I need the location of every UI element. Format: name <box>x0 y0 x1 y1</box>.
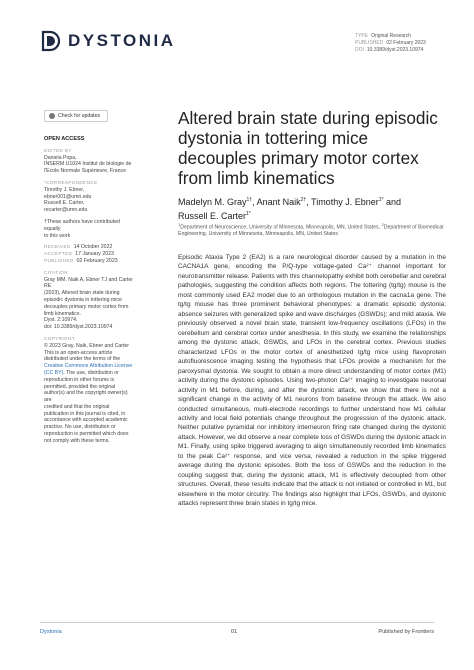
affiliations: $^1$Department of Neuroscience, University of Minnesota, Minneapolis, MN, United States, $^2$Department of Biomedical Engineering, University of Minnesota, Minneapolis, MN, United States <box>178 222 444 238</box>
page-number: 01 <box>231 629 238 635</box>
dates-block: RECEIVED 14 October 2022 ACCEPTED 17 January 2023 PUBLISHED 02 February 2023 <box>44 244 118 264</box>
article-title: Altered brain state during episodic dystonia in tottering mice decouples primary motor cortex from limb kinematics <box>178 108 438 188</box>
correspondence-label: *CORRESPONDENCE <box>44 179 98 185</box>
email-link[interactable]: recarter@umn.edu <box>44 207 88 214</box>
meta-doi: DOI 10.3389/dyst.2023.10974 <box>355 46 424 53</box>
abstract-text: Episodic Ataxia Type 2 (EA2) is a rare neurological disorder caused by a mutation in the CACNA1A gene, encoding the P/Q-type voltage-gated Ca²⁺ channel important for neurotransmitter release. Patients with this channelopathy exhibit both cerebellar and cerebral pathologies, suggesting the condition affects both regions. The tottering (tg/tg) mouse is the most commonly used EA2 model due to an orthologous mutation in the cacna1a gene. The tg/tg mouse has three prominent behavioral phenotypes: a dramatic episodic dystonia; absence seizures with generalized spike and wave discharges (GSWDs); and mild ataxia. We previously observed a novel brain state, transient low-frequency oscillations (LFOs) in the cerebellum and cerebral cortex under anesthesia. In this study, we examine the relationships among the dystonic attack, GSWDs, and LFOs in the cerebral cortex. Previous studies characterized LFOs in the motor cortex of anesthetized tg/tg mice using flavoprotein autofluorescence imaging testing the hypothesis that LFOs provide a mechanism for the paroxysmal dystonia. We sought to obtain a more direct understanding of motor cortex (M1) activity during the dystonic episodes. Using two-photon Ca²⁺ imaging to investigate neuronal activity in M1 before, during, and after the dystonic attack, we show that there is not a significant change in the activity of M1 neurons from baseline through the attack. We also conducted simultaneous, multi-electrode recordings to further understand how M1 cellular activity and local field potentials change throughout the progression of the dystonic attack. Neither putative pyramidal nor inhibitory interneuron firing rate changed during the dystonic attack. However, we did observe a near complete loss of GSWDs during the dystonic attack in M1. Finally, using spike triggered averaging to align simultaneously recorded limb kinematics to the peak Ca²⁺ response, and vice versa, revealed a reduction in the spike triggered average during the dystonic episodes. Both the loss of GSWDs and the reduction in the coupling suggest that, during the dystonic attack, M1 is effectively decoupled from other structures. Overall, these results indicate that the attack is not initiated or controlled in M1, but elsewhere in the motor circuitry. The findings also highlight that LFOs, GSWDs, and dystonic attacks represent three brain states in tg/tg mice. <box>178 254 446 508</box>
footer-journal-link[interactable]: Dystonia <box>40 629 62 635</box>
author-list: Madelyn M. Gray$^{1\dagger}$, Anant Naik$^{2\dagger}$, Timothy J. Ebner$^{1*}$ and Russell E. Carter$^{1*}$ <box>178 197 401 221</box>
footer-divider <box>40 622 434 623</box>
publisher-label: Published by Frontiers <box>378 629 434 635</box>
copyright-label: COPYRIGHT <box>44 335 75 341</box>
citation-label: CITATION <box>44 269 68 275</box>
license-link-abbrev[interactable]: (CC BY). <box>44 369 65 376</box>
article-meta <box>355 33 426 53</box>
meta-published: PUBLISHED 02 February 2023 <box>355 39 426 46</box>
dystonia-logo-icon <box>40 30 62 52</box>
email-link[interactable]: ebner001@umn.edu <box>44 193 92 200</box>
edited-by-label: EDITED BY <box>44 147 72 153</box>
journal-logo-text: DYSTONIA <box>68 31 176 50</box>
check-updates-icon <box>49 113 55 119</box>
check-for-updates-button[interactable]: Check for updates <box>44 110 108 122</box>
sidebar-info: OPEN ACCESS EDITED BY Daniela Popa, INSERM U1024 Institut de biologie de l'Ecole Normale Supérieure, France *CORRESPONDENCE Timothy J. Ebner, ebner001@umn.edu Russell E. Carter, recarter@umn.edu †These authors have contributed equally to this work RECEIVED 14 October 2022 ACCEPTED 17 January 2023 PUBLISHED 02 February 2023 CITATION Gray MM, Naik A, Ebner TJ and Carter RE (2023), Altered brain state during episodic dystonia in tottering mice decouples primary motor cortex from limb kinematics. Dyst. 2:10974. doi: 10.3389/dyst.2023.10974 COPYRIGHT © 2023 Gray, Naik, Ebner and Carter This is an open-access article distributed under the terms of the Creative Commons Attribution License (CC BY). The use, distribution or reproduction in other forums is permitted, provided the original author(s) and the copyright owner(s) are credited and that the original publication in this journal is cited, in accordance with accepted academic practice. No use, distribution or reproduction is permitted which does not comply with these terms. <box>44 136 136 445</box>
license-link[interactable]: Creative Commons Attribution License <box>44 363 133 370</box>
open-access-label: OPEN ACCESS <box>44 136 85 142</box>
equal-contribution-note: †These authors have contributed equally <box>44 218 120 232</box>
meta-type: TYPE Original Research <box>355 33 412 39</box>
citation-doi-link[interactable]: doi: 10.3389/dyst.2023.10974 <box>44 324 113 331</box>
